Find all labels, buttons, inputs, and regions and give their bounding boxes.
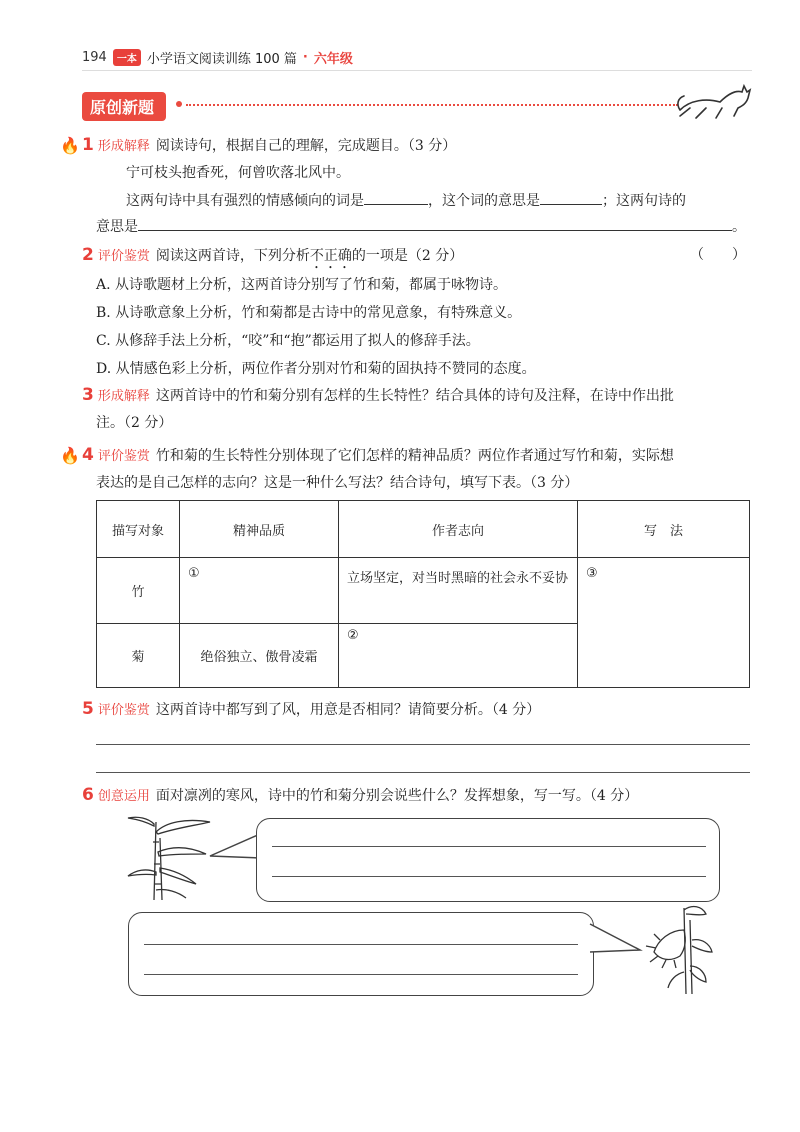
q6-number: 6 <box>82 785 94 805</box>
q2-option-b: B. 从诗歌意象上分析，竹和菊都是古诗中的常见意象，有特殊意义。 <box>96 305 522 321</box>
chrysanthemum-answer-line-2[interactable] <box>144 974 578 975</box>
q3-line1 <box>82 384 674 408</box>
table-cell-object-bamboo: 竹 <box>97 558 180 624</box>
q4-line2: 表达的是自己怎样的志向？这是一种什么写法？结合诗句，填写下表。（3 分） <box>96 475 579 491</box>
q1-part4: 意思是 <box>96 219 138 235</box>
table-header-method: 写 法 <box>578 501 750 558</box>
q1-part3: ；这两句诗的 <box>602 193 686 209</box>
table-cell-quality-bamboo[interactable]: ① <box>180 558 339 624</box>
bubble-tail <box>588 922 644 956</box>
brand-logo: 一本 <box>113 49 141 66</box>
q1-stem: 阅读诗句，根据自己的理解，完成题目。（3 分） <box>155 138 457 154</box>
chrysanthemum-icon <box>640 900 720 996</box>
flame-icon: 🔥 <box>60 136 80 155</box>
bamboo-answer-line-1[interactable] <box>272 846 706 847</box>
page-header <box>82 48 353 67</box>
q1-number: 1 <box>82 135 94 155</box>
q4-line1 <box>82 444 674 468</box>
book-title: 小学语文阅读训练 100 篇 <box>146 52 297 67</box>
table-header-quality: 精神品质 <box>180 501 339 558</box>
answer-table <box>96 500 750 688</box>
chrysanthemum-speech-bubble[interactable] <box>128 912 594 996</box>
q2-stem-emphasis: 不正确 <box>309 248 352 264</box>
table-cell-aspiration-chrysanthemum[interactable]: ② <box>339 624 578 688</box>
q4-number: 4 <box>82 445 94 465</box>
page-number: 194 <box>82 50 107 65</box>
q6-tag: 创意运用 <box>97 789 150 804</box>
table-header-aspiration: 作者志向 <box>339 501 578 558</box>
table-cell-quality-chrysanthemum: 绝俗独立、傲骨凌霜 <box>180 624 339 688</box>
table-cell-object-chrysanthemum: 菊 <box>97 624 180 688</box>
q3-text1: 这两首诗中的竹和菊分别有怎样的生长特性？结合具体的诗句及注释，在诗中作出批 <box>155 388 674 404</box>
flame-icon: 🔥 <box>60 446 80 465</box>
q1-stem-line <box>82 134 456 158</box>
grade-separator: · <box>302 50 308 65</box>
cat-icon <box>676 82 752 122</box>
q3-number: 3 <box>82 385 94 405</box>
q1-blank-word[interactable] <box>364 190 428 205</box>
q1-line2 <box>96 216 752 238</box>
bamboo-speech-bubble[interactable] <box>256 818 720 902</box>
grade-label: 六年级 <box>313 52 353 67</box>
table-cell-aspiration-bamboo: 立场坚定，对当时黑暗的社会永不妥协 <box>339 558 578 624</box>
q1-tag: 形成解释 <box>97 139 150 154</box>
q1-part1: 这两句诗中具有强烈的情感倾向的词是 <box>126 193 364 209</box>
section-title: 原创新题 <box>82 92 166 121</box>
header-divider <box>82 70 752 71</box>
q1-blank-sentence[interactable] <box>138 216 732 231</box>
q2-answer-paren[interactable]: （ ） <box>690 247 746 263</box>
bamboo-answer-line-2[interactable] <box>272 876 706 877</box>
q4-text1: 竹和菊的生长特性分别体现了它们怎样的精神品质？两位作者通过写竹和菊，实际想 <box>155 448 674 464</box>
table-header-object: 描写对象 <box>97 501 180 558</box>
q2-stem-a: 阅读这两首诗，下列分析 <box>155 248 310 264</box>
banner-dotted-line <box>186 104 678 106</box>
q3-tag: 形成解释 <box>97 389 150 404</box>
q5-tag: 评价鉴赏 <box>97 703 150 718</box>
q1-poem: 宁可枝头抱香死，何曾吹落北风中。 <box>126 165 350 181</box>
q1-part2: ，这个词的意思是 <box>428 193 540 209</box>
q5-stem-line <box>82 698 540 722</box>
q5-answer-line-1[interactable] <box>96 744 750 745</box>
banner-dot <box>176 101 182 107</box>
q2-option-d: D. 从情感色彩上分析，两位作者分别对竹和菊的固执持不赞同的态度。 <box>96 361 536 377</box>
bubble-tail <box>208 832 262 862</box>
q2-number: 2 <box>82 245 94 265</box>
table-cell-method[interactable]: ③ <box>578 558 750 688</box>
q5-stem: 这两首诗中都写到了风，用意是否相同？请简要分析。（4 分） <box>155 702 541 718</box>
q1-fill-line <box>126 190 686 212</box>
q1-blank-meaning[interactable] <box>540 190 602 205</box>
q2-tag: 评价鉴赏 <box>97 249 150 264</box>
q1-end: 。 <box>732 219 746 235</box>
q2-option-c: C. 从修辞手法上分析，“咬”和“抱”都运用了拟人的修辞手法。 <box>96 333 480 349</box>
chrysanthemum-answer-line-1[interactable] <box>144 944 578 945</box>
q3-line2: 注。（2 分） <box>96 415 173 431</box>
q2-option-a: A. 从诗歌题材上分析，这两首诗分别写了竹和菊，都属于咏物诗。 <box>96 277 508 293</box>
q5-number: 5 <box>82 699 94 719</box>
q4-tag: 评价鉴赏 <box>97 449 150 464</box>
q6-stem-line <box>82 784 638 808</box>
q5-answer-line-2[interactable] <box>96 772 750 773</box>
q2-stem-line <box>82 244 752 272</box>
q6-stem: 面对凛冽的寒风，诗中的竹和菊分别会说些什么？发挥想象，写一写。（4 分） <box>155 788 639 804</box>
q2-stem-b: 的一项是（2 分） <box>351 248 464 264</box>
